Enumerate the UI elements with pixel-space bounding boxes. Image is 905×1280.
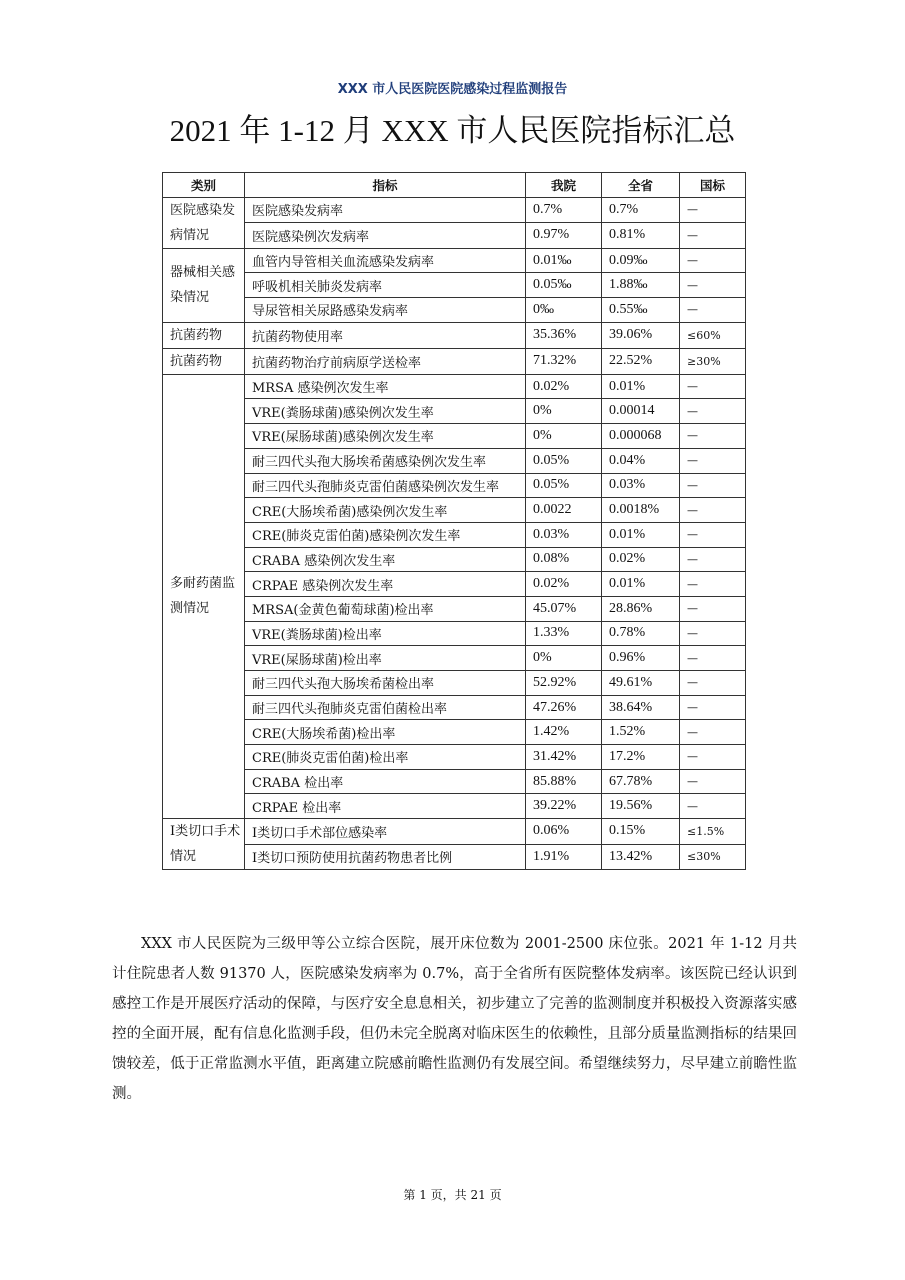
indicator-cell: 呼吸机相关肺炎发病率 xyxy=(245,273,526,298)
category-cell: 抗菌药物 xyxy=(163,322,245,348)
table-row xyxy=(163,399,746,424)
table-row xyxy=(163,769,746,794)
ours-value-cell: 0.03% xyxy=(526,522,602,547)
province-value-cell: 0.0018% xyxy=(602,498,680,523)
page-footer: 第 1 页，共 21 页 xyxy=(403,1188,502,1202)
national-value-cell: — xyxy=(680,621,746,646)
ours-value-cell: 1.42% xyxy=(526,720,602,745)
province-value-cell: 0.7% xyxy=(602,197,680,223)
province-value-cell: 0.03% xyxy=(602,473,680,498)
table-row xyxy=(163,522,746,547)
province-value-cell: 17.2% xyxy=(602,745,680,770)
category-cell: 医院感染发病情况 xyxy=(163,197,245,248)
province-value-cell: 0.04% xyxy=(602,448,680,473)
table-row xyxy=(163,498,746,523)
national-value-cell: — xyxy=(680,298,746,323)
province-value-cell: 0.96% xyxy=(602,646,680,671)
ours-value-cell: 0.7% xyxy=(526,197,602,223)
table-row xyxy=(163,248,746,273)
table-row xyxy=(163,197,746,223)
national-value-cell: — xyxy=(680,273,746,298)
national-value-cell: — xyxy=(680,197,746,223)
ours-value-cell: 0.08% xyxy=(526,547,602,572)
indicator-cell: CRABA 检出率 xyxy=(245,769,526,794)
column-header-national: 国标 xyxy=(680,173,746,198)
province-value-cell: 0.00014 xyxy=(602,399,680,424)
table-row xyxy=(163,572,746,597)
category-cell: 器械相关感染情况 xyxy=(163,248,245,322)
category-cell: 抗菌药物 xyxy=(163,348,245,374)
national-value-cell: — xyxy=(680,671,746,696)
ours-value-cell: 0.05% xyxy=(526,448,602,473)
table-row xyxy=(163,720,746,745)
indicator-cell: VRE(粪肠球菌)检出率 xyxy=(245,621,526,646)
national-value-cell: — xyxy=(680,248,746,273)
ours-value-cell: 45.07% xyxy=(526,596,602,621)
national-value-cell: — xyxy=(680,223,746,249)
table-row xyxy=(163,646,746,671)
province-value-cell: 22.52% xyxy=(602,348,680,374)
national-value-cell: — xyxy=(680,794,746,819)
national-value-cell: — xyxy=(680,646,746,671)
indicator-cell: CRPAE 感染例次发生率 xyxy=(245,572,526,597)
national-value-cell: — xyxy=(680,720,746,745)
report-header: XXX 市人民医院医院感染过程监测报告 xyxy=(337,82,568,97)
indicator-cell: CRPAE 检出率 xyxy=(245,794,526,819)
indicator-cell: I类切口预防使用抗菌药物患者比例 xyxy=(245,844,526,870)
indicator-cell: VRE(粪肠球菌)感染例次发生率 xyxy=(245,399,526,424)
national-value-cell: ≤60% xyxy=(680,322,746,348)
column-header-province: 全省 xyxy=(602,173,680,198)
ours-value-cell: 0.02% xyxy=(526,572,602,597)
province-value-cell: 0.000068 xyxy=(602,424,680,449)
summary-paragraph: XXX 市人民医院为三级甲等公立综合医院，展开床位数为 2001-2500 床位张。2021 年 1-12 月共计住院患者人数 91370 人，医院感染发病率为 0.7%，高于全省所有医院整体发病率。该医院已经认识到感控工作是开展医疗活动的保障，与医疗安全息息相关，初步建立了完善的监测制度并积极投入资源落实感控的全面开展，配有信息化监测手段，但仍未完全脱离对临床医生的依赖性，且部分质量监测指标的结果回馈较差，低于正常监测水平值，距离建立院感前瞻性监测仍有发展空间。希望继续努力，尽早建立前瞻性监测。 xyxy=(112,936,797,1102)
ours-value-cell: 0.97% xyxy=(526,223,602,249)
province-value-cell: 0.55‰ xyxy=(602,298,680,323)
national-value-cell: — xyxy=(680,498,746,523)
ours-value-cell: 1.33% xyxy=(526,621,602,646)
national-value-cell: — xyxy=(680,596,746,621)
national-value-cell: ≥30% xyxy=(680,348,746,374)
ours-value-cell: 0.05% xyxy=(526,473,602,498)
table-row xyxy=(163,794,746,819)
ours-value-cell: 52.92% xyxy=(526,671,602,696)
national-value-cell: — xyxy=(680,399,746,424)
indicator-cell: 医院感染例次发病率 xyxy=(245,223,526,249)
ours-value-cell: 1.91% xyxy=(526,844,602,870)
indicator-cell: 抗菌药物使用率 xyxy=(245,322,526,348)
province-value-cell: 0.02% xyxy=(602,547,680,572)
column-header-ours: 我院 xyxy=(526,173,602,198)
ours-value-cell: 0.05‰ xyxy=(526,273,602,298)
table-row xyxy=(163,671,746,696)
province-value-cell: 19.56% xyxy=(602,794,680,819)
ours-value-cell: 47.26% xyxy=(526,695,602,720)
province-value-cell: 67.78% xyxy=(602,769,680,794)
province-value-cell: 49.61% xyxy=(602,671,680,696)
province-value-cell: 0.01% xyxy=(602,522,680,547)
province-value-cell: 28.86% xyxy=(602,596,680,621)
province-value-cell: 1.88‰ xyxy=(602,273,680,298)
indicator-cell: MRSA(金黄色葡萄球菌)检出率 xyxy=(245,596,526,621)
province-value-cell: 0.15% xyxy=(602,819,680,845)
table-row xyxy=(163,322,746,348)
ours-value-cell: 85.88% xyxy=(526,769,602,794)
table-row xyxy=(163,695,746,720)
indicator-cell: MRSA 感染例次发生率 xyxy=(245,374,526,399)
province-value-cell: 38.64% xyxy=(602,695,680,720)
table-row xyxy=(163,298,746,323)
indicator-cell: CRABA 感染例次发生率 xyxy=(245,547,526,572)
indicator-cell: CRE(肺炎克雷伯菌)感染例次发生率 xyxy=(245,522,526,547)
table-row xyxy=(163,547,746,572)
column-header-category: 类别 xyxy=(163,173,245,198)
ours-value-cell: 71.32% xyxy=(526,348,602,374)
national-value-cell: — xyxy=(680,769,746,794)
indicator-cell: I类切口手术部位感染率 xyxy=(245,819,526,845)
ours-value-cell: 35.36% xyxy=(526,322,602,348)
province-value-cell: 0.81% xyxy=(602,223,680,249)
table-row xyxy=(163,596,746,621)
page-title: 2021 年 1-12 月 XXX 市人民医院指标汇总 xyxy=(169,113,736,148)
table-row xyxy=(163,621,746,646)
ours-value-cell: 39.22% xyxy=(526,794,602,819)
indicator-cell: VRE(屎肠球菌)检出率 xyxy=(245,646,526,671)
indicator-cell: 导尿管相关尿路感染发病率 xyxy=(245,298,526,323)
table-row xyxy=(163,473,746,498)
indicator-cell: 耐三四代头孢肺炎克雷伯菌检出率 xyxy=(245,695,526,720)
indicator-cell: VRE(屎肠球菌)感染例次发生率 xyxy=(245,424,526,449)
table-row xyxy=(163,819,746,845)
province-value-cell: 0.78% xyxy=(602,621,680,646)
province-value-cell: 0.01% xyxy=(602,374,680,399)
national-value-cell: — xyxy=(680,745,746,770)
table-row xyxy=(163,424,746,449)
table-row xyxy=(163,374,746,399)
indicator-cell: CRE(大肠埃希菌)检出率 xyxy=(245,720,526,745)
national-value-cell: — xyxy=(680,572,746,597)
indicator-cell: 医院感染发病率 xyxy=(245,197,526,223)
province-value-cell: 13.42% xyxy=(602,844,680,870)
national-value-cell: — xyxy=(680,448,746,473)
column-header-indicator: 指标 xyxy=(245,173,526,198)
national-value-cell: — xyxy=(680,424,746,449)
table-row xyxy=(163,844,746,870)
ours-value-cell: 0.0022 xyxy=(526,498,602,523)
table-header-row xyxy=(163,173,746,198)
table-row xyxy=(163,273,746,298)
ours-value-cell: 0.02% xyxy=(526,374,602,399)
national-value-cell: — xyxy=(680,522,746,547)
ours-value-cell: 31.42% xyxy=(526,745,602,770)
national-value-cell: — xyxy=(680,473,746,498)
table-row xyxy=(163,745,746,770)
national-value-cell: ≤30% xyxy=(680,844,746,870)
indicator-cell: 耐三四代头孢肺炎克雷伯菌感染例次发生率 xyxy=(245,473,526,498)
national-value-cell: — xyxy=(680,374,746,399)
province-value-cell: 1.52% xyxy=(602,720,680,745)
category-cell: 多耐药菌监测情况 xyxy=(163,374,245,818)
ours-value-cell: 0.01‰ xyxy=(526,248,602,273)
indicator-cell: CRE(肺炎克雷伯菌)检出率 xyxy=(245,745,526,770)
indicator-cell: 耐三四代头孢大肠埃希菌感染例次发生率 xyxy=(245,448,526,473)
province-value-cell: 0.01% xyxy=(602,572,680,597)
indicator-cell: 血管内导管相关血流感染发病率 xyxy=(245,248,526,273)
table-row xyxy=(163,448,746,473)
table-row xyxy=(163,348,746,374)
national-value-cell: ≤1.5% xyxy=(680,819,746,845)
indicator-cell: 耐三四代头孢大肠埃希菌检出率 xyxy=(245,671,526,696)
national-value-cell: — xyxy=(680,547,746,572)
ours-value-cell: 0% xyxy=(526,646,602,671)
category-cell: I类切口手术情况 xyxy=(163,819,245,870)
indicator-cell: 抗菌药物治疗前病原学送检率 xyxy=(245,348,526,374)
province-value-cell: 0.09‰ xyxy=(602,248,680,273)
table-row xyxy=(163,223,746,249)
ours-value-cell: 0.06% xyxy=(526,819,602,845)
national-value-cell: — xyxy=(680,695,746,720)
indicator-cell: CRE(大肠埃希菌)感染例次发生率 xyxy=(245,498,526,523)
indicator-table xyxy=(162,172,746,870)
province-value-cell: 39.06% xyxy=(602,322,680,348)
ours-value-cell: 0‰ xyxy=(526,298,602,323)
ours-value-cell: 0% xyxy=(526,424,602,449)
ours-value-cell: 0% xyxy=(526,399,602,424)
